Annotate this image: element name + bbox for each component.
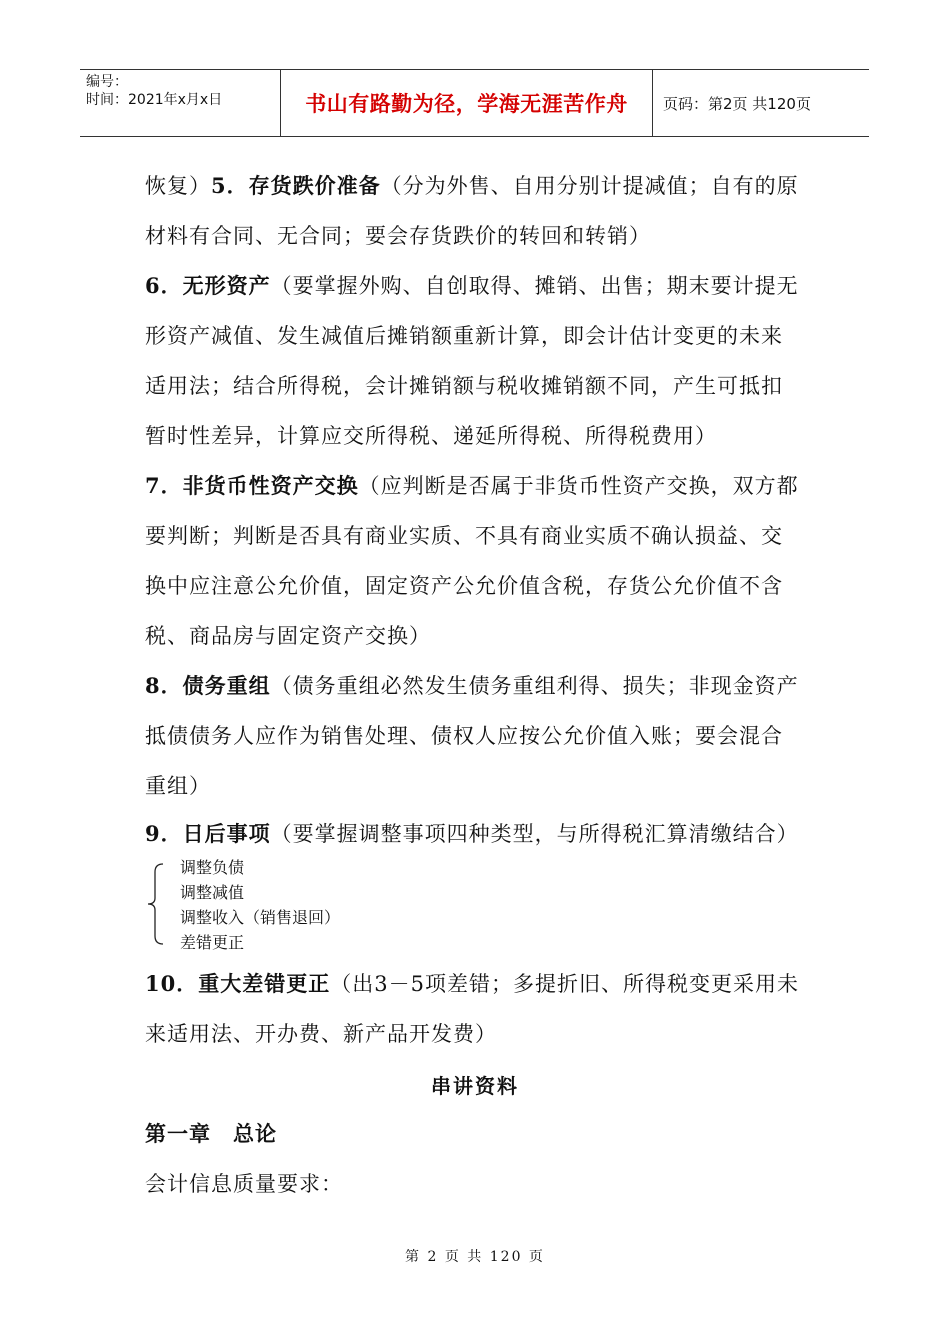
header-motto: 书山有路勤为径，学海无涯苦作舟	[281, 70, 653, 136]
paragraph-7-line-3: 换中应注意公允价值，固定资产公允价值含税，存货公允价值不含	[145, 574, 783, 598]
section-title: 串讲资料	[431, 1074, 519, 1098]
header-meta	[80, 70, 281, 136]
adjustment-type-list	[180, 855, 340, 955]
paragraph-10-line-1: 10．重大差错更正（出3－5项差错；多提折旧、所得税变更采用未	[145, 971, 799, 996]
paragraph-10-title: 10．重大差错更正	[145, 971, 331, 996]
paragraph-6-line-4: 暂时性差异，计算应交所得税、递延所得税、所得税费用）	[145, 424, 717, 448]
chapter-title: 第一章 总论	[145, 1121, 277, 1146]
paragraph-6-line-3: 适用法；结合所得税，会计摊销额与税收摊销额不同，产生可抵扣	[145, 374, 783, 398]
paragraph-5-line-1: 恢复）5．存货跌价准备（分为外售、自用分别计提减值；自有的原	[145, 173, 799, 198]
paragraph-6-title: 6．无形资产	[145, 273, 271, 298]
paragraph-8-title: 8．债务重组	[145, 673, 271, 698]
paragraph-7-line-4: 税、商品房与固定资产交换）	[145, 624, 431, 648]
list-item: 调整减值	[180, 883, 245, 902]
paragraph-5-title: 5．存货跌价准备	[211, 173, 381, 198]
header-page-info: 页码：第2页 共120页	[663, 94, 811, 113]
paragraph-8-line-1: 8．债务重组（债务重组必然发生债务重组利得、损失；非现金资产	[145, 673, 799, 698]
paragraph-9-title: 9．日后事项	[145, 821, 271, 846]
paragraph-8-line-2: 抵债债务人应作为销售处理、债权人应按公允价值入账；要会混合	[145, 724, 783, 748]
paragraph-7-line-1: 7．非货币性资产交换（应判断是否属于非货币性资产交换，双方都	[145, 473, 799, 498]
paragraph-7-title: 7．非货币性资产交换	[145, 473, 359, 498]
list-item: 差错更正	[180, 933, 245, 952]
paragraph-6-line-2: 形资产减值、发生减值后摊销额重新计算，即会计估计变更的未来	[145, 324, 783, 348]
paragraph-5-line-2: 材料有合同、无合同；要会存货跌价的转回和转销）	[145, 224, 651, 248]
paragraph-8-line-3: 重组）	[145, 774, 211, 798]
paragraph-7-line-2: 要判断；判断是否具有商业实质、不具有商业实质不确认损益、交	[145, 524, 783, 548]
page-header	[80, 69, 869, 137]
closing-line: 会计信息质量要求：	[145, 1172, 343, 1196]
page-footer: 第 2 页 共 120 页	[405, 1249, 545, 1265]
list-item: 调整负债	[180, 858, 245, 877]
paragraph-6-line-1: 6．无形资产（要掌握外购、自创取得、摊销、出售；期末要计提无	[145, 273, 799, 298]
document-number-label: 编号：	[86, 74, 128, 90]
paragraph-9-line-1: 9．日后事项（要掌握调整事项四种类型，与所得税汇算清缴结合）	[145, 821, 799, 846]
curly-brace-icon	[145, 862, 167, 946]
paragraph-10-line-2: 来适用法、开办费、新产品开发费）	[145, 1022, 497, 1046]
list-item: 调整收入（销售退回）	[180, 908, 341, 927]
document-time-label: 时间：2021年x月x日	[86, 92, 223, 108]
